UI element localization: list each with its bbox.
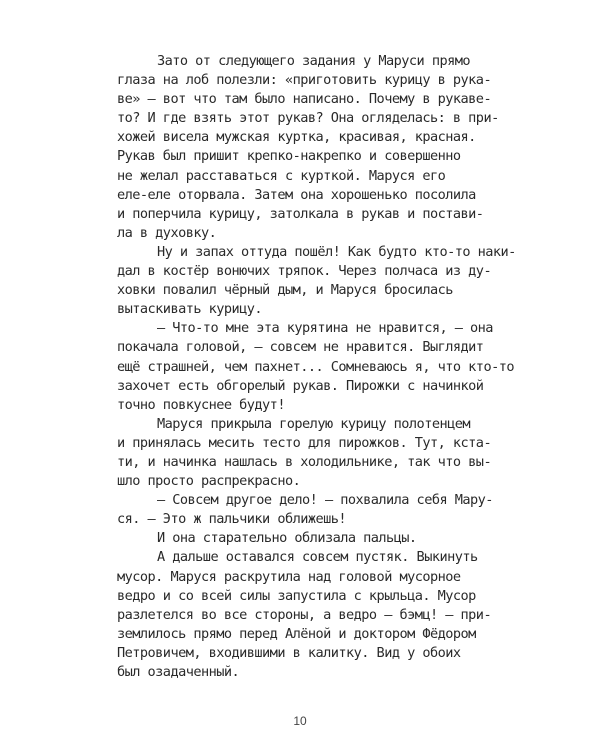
text-line: был озадаченный. xyxy=(117,664,240,680)
text-line: и поперчила курицу, затолкала в рукав и постави- xyxy=(117,205,484,222)
text-line: то? И где взять этот рукав? Она огляделась: в при- xyxy=(117,110,499,127)
paragraph xyxy=(117,243,516,319)
text-line: Зато от следующего задания у Маруси прямо xyxy=(157,53,470,69)
text-line: еле-еле оторвала. Затем она хорошенько посолила xyxy=(117,186,476,203)
text-line: точно повкуснее будут! xyxy=(117,396,285,413)
paragraph xyxy=(117,529,489,548)
text-line: захочет есть обгорелый рукав. Пирожки с начинкой xyxy=(117,377,484,394)
text-line: покачала головой, — совсем не нравится. Выглядит xyxy=(117,339,484,356)
paragraph xyxy=(117,319,514,414)
text-line: Рукав был пришит крепко-накрепко и совершенно xyxy=(117,148,461,165)
text-line: мусор. Маруся раскрутила над головой мусорное xyxy=(117,568,461,585)
text-line: шло просто распрекрасно. xyxy=(117,473,301,490)
page-number: 10 xyxy=(293,714,307,728)
text-line: ещё страшней, чем пахнет... Сомневаюсь я, что кто-то xyxy=(117,358,514,375)
text-line: вытаскивать курицу. xyxy=(117,301,263,318)
text-line: Петровичем, входившими в калитку. Вид у обоих xyxy=(117,644,461,661)
paragraph xyxy=(117,415,492,491)
paragraph xyxy=(117,548,492,682)
text-line: ве» — вот что там было написано. Почему в рукаве- xyxy=(117,91,492,108)
text-line: ведро и со всей силы запустила с крыльца. Мусор xyxy=(117,587,476,604)
paragraph xyxy=(117,52,499,243)
paragraph xyxy=(117,491,493,529)
text-line: Ну и запах оттуда пошёл! Как будто кто-то наки- xyxy=(157,243,516,260)
text-line: А дальше оставался совсем пустяк. Выкинуть xyxy=(157,549,478,566)
text-line: разлетелся во все стороны, а ведро — бэмц! — при- xyxy=(117,606,492,623)
text-line: землилось прямо перед Алёной и доктором Фёдором xyxy=(117,625,476,642)
text-line: — Что-то мне эта курятина не нравится, — она xyxy=(157,320,493,337)
text-line: ла в духовку. xyxy=(117,224,217,241)
text-line: ховки повалил чёрный дым, и Маруся бросилась xyxy=(117,282,453,299)
text-line: не желал расставаться с курткой. Маруся его xyxy=(117,167,446,184)
page-text xyxy=(117,52,516,682)
text-line: — Совсем другое дело! — похвалила себя Мару- xyxy=(157,492,493,509)
text-line: хожей висела мужская куртка, красивая, красная. xyxy=(117,129,476,146)
text-line: Маруся прикрыла горелую курицу полотенцем xyxy=(157,415,470,432)
text-line: глаза на лоб полезли: «приготовить курицу в рука- xyxy=(117,72,492,89)
text-line: И она старательно облизала пальцы. xyxy=(157,530,417,547)
text-line: дал в костёр вонючих тряпок. Через полчаса из ду- xyxy=(117,263,492,280)
text-line: ти, и начинка нашлась в холодильнике, так что вы- xyxy=(117,453,492,470)
text-line: и принялась месить тесто для пирожков. Тут, кста- xyxy=(117,434,492,451)
text-line: ся. — Это ж пальчики оближешь! xyxy=(117,511,347,528)
